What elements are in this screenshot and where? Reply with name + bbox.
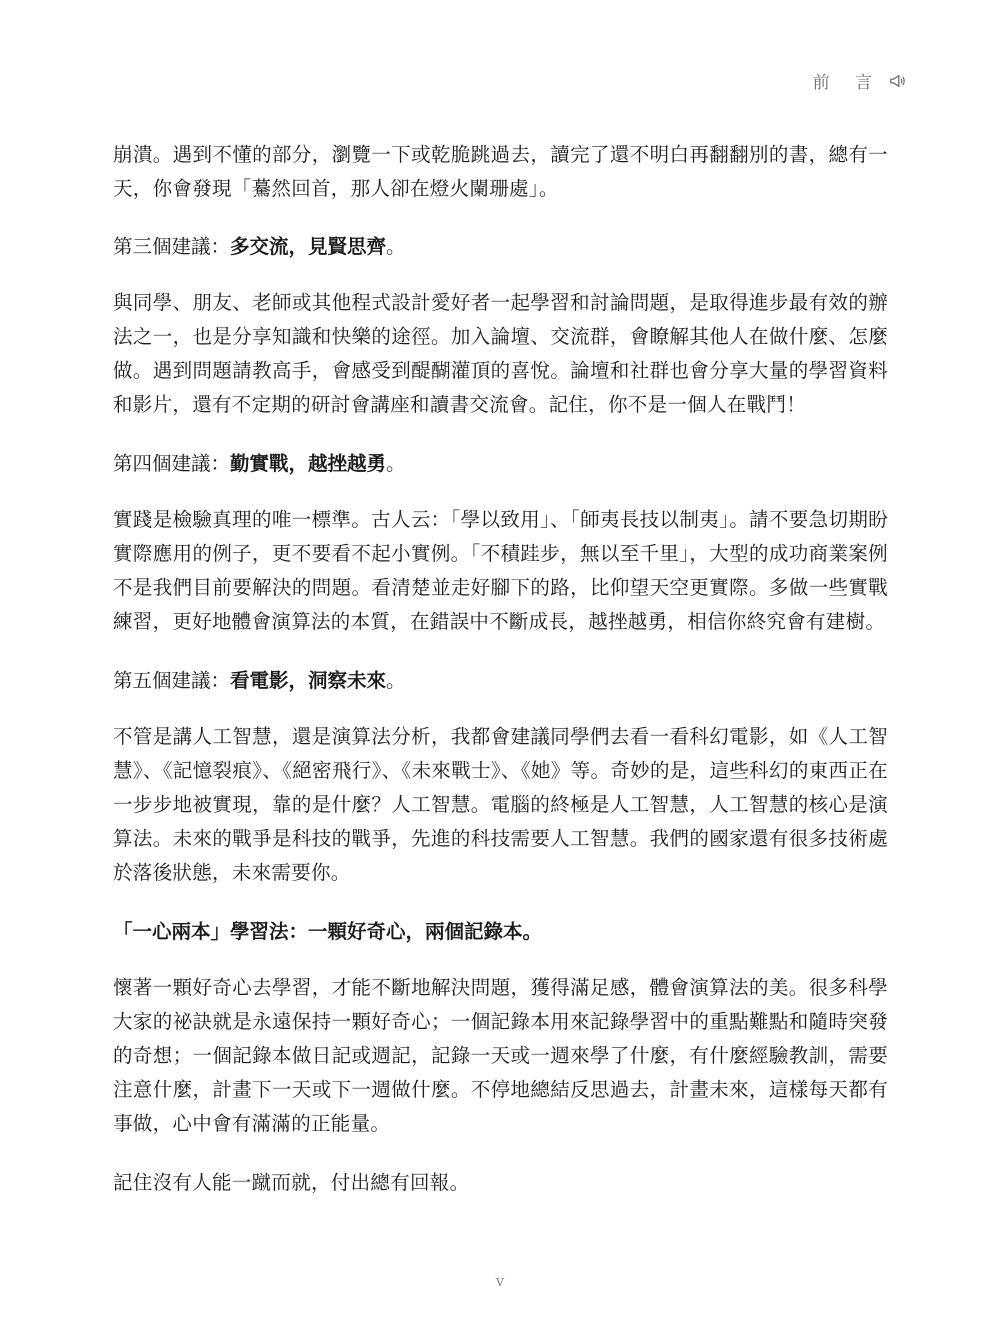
method-heading: 「一心兩本」學習法：一顆好奇心，兩個記錄本。	[113, 920, 543, 943]
suggestion-three-title: 多交流，見賢思齊	[230, 235, 387, 258]
suggestion-three-end: 。	[386, 235, 406, 258]
suggestion-five-label: 第五個建議：	[113, 669, 231, 692]
suggestion-four-title: 勤實戰，越挫越勇	[230, 452, 387, 475]
page-number: v	[495, 1272, 505, 1290]
paragraph-movies: 不管是講人工智慧，還是演算法分析，我都會建議同學們去看一看科幻電影，如《人工智慧》、《記憶裂痕》、《絕密飛行》、《未來戰士》、《她》等。奇妙的是，這些科幻的東西正在一步步地被實現，靠的是什麼？人工智慧。電腦的終極是人工智慧，人工智慧的核心是演算法。未來的戰爭是科技的戰爭，先進的科技需要人工智慧。我們的國家還有很多技術處於落後狀態，未來需要你。	[113, 725, 888, 884]
suggestion-five-end: 。	[386, 669, 406, 692]
section-title: 前 言	[812, 73, 882, 93]
suggestion-five-title: 看電影，洞察未來	[230, 669, 387, 692]
suggestion-four	[113, 447, 888, 481]
suggestion-four-end: 。	[386, 452, 406, 475]
page-content	[113, 138, 888, 1225]
paragraph-communication: 與同學、朋友、老師或其他程式設計愛好者一起學習和討論問題，是取得進步最有效的辦法之一，也是分享知識和快樂的途徑。加入論壇、交流群，會瞭解其他人在做什麼、怎麼做。遇到問題請教高手，會感受到醍醐灌頂的喜悅。論壇和社群也會分享大量的學習資料和影片，還有不定期的研討會講座和讀書交流會。記住，你不是一個人在戰鬥！	[113, 291, 888, 416]
suggestion-three	[113, 230, 888, 264]
suggestion-three-label: 第三個建議：	[113, 235, 231, 258]
suggestion-four-label: 第四個建議：	[113, 452, 231, 475]
paragraph-closing: 記住沒有人能一蹴而就，付出總有回報。	[113, 1171, 470, 1194]
megaphone-icon	[888, 72, 906, 90]
running-header	[813, 68, 906, 93]
paragraph-curiosity: 懷著一顆好奇心去學習，才能不斷地解決問題，獲得滿足感，體會演算法的美。很多科學大家的祕訣就是永遠保持一顆好奇心；一個記錄本用來記錄學習中的重點難點和隨時突發的奇想；一個記錄本做日記或週記，記錄一天或一週來學了什麼，有什麼經驗教訓，需要注意什麼，計畫下一天或下一週做什麼。不停地總結反思過去，計畫未來，這樣每天都有事做，心中會有滿滿的正能量。	[113, 976, 888, 1135]
paragraph-practice: 實踐是檢驗真理的唯一標準。古人云：「學以致用」、「師夷長技以制夷」。請不要急切期盼實際應用的例子，更不要看不起小實例。「不積跬步，無以至千里」，大型的成功商業案例不是我們目前要解決的問題。看清楚並走好腳下的路，比仰望天空更實際。多做一些實戰練習，更好地體會演算法的本質，在錯誤中不斷成長，越挫越勇，相信你終究會有建樹。	[113, 508, 888, 633]
paragraph-intro: 崩潰。遇到不懂的部分，瀏覽一下或乾脆跳過去，讀完了還不明白再翻翻別的書，總有一天，你會發現「驀然回首，那人卻在燈火闌珊處」。	[113, 143, 888, 200]
suggestion-five	[113, 664, 888, 698]
